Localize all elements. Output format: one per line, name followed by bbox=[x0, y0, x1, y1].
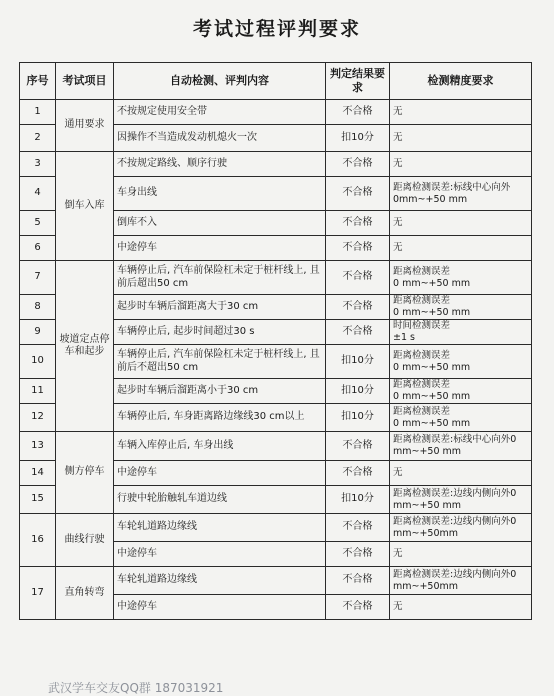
row-number: 4 bbox=[20, 177, 56, 211]
accuracy-cell: 时间检测误差 ±1 s bbox=[390, 320, 532, 345]
accuracy-cell: 无 bbox=[390, 595, 532, 620]
accuracy-cell: 无 bbox=[390, 125, 532, 152]
result-cell: 扣10分 bbox=[326, 486, 390, 514]
criterion-cell: 倒库不入 bbox=[114, 211, 326, 236]
table-row bbox=[20, 152, 532, 177]
table-row bbox=[20, 261, 532, 295]
row-number: 3 bbox=[20, 152, 56, 177]
accuracy-cell: 无 bbox=[390, 211, 532, 236]
criterion-cell: 车辆停止后, 汽车前保险杠未定于桩杆线上, 且前后不超出50 cm bbox=[114, 345, 326, 379]
criterion-cell: 中途停车 bbox=[114, 595, 326, 620]
result-cell: 扣10分 bbox=[326, 345, 390, 379]
accuracy-cell: 无 bbox=[390, 542, 532, 567]
row-number: 6 bbox=[20, 236, 56, 261]
result-cell: 不合格 bbox=[326, 295, 390, 320]
row-number: 17 bbox=[20, 567, 56, 620]
accuracy-cell: 距离检测误差:标线中心向外0mm~+50 mm bbox=[390, 177, 532, 211]
result-cell: 不合格 bbox=[326, 100, 390, 125]
watermark-text: 武汉学车交友QQ群 187031921 bbox=[48, 681, 224, 695]
criterion-cell: 起步时车辆后溜距离大于30 cm bbox=[114, 295, 326, 320]
accuracy-cell: 无 bbox=[390, 152, 532, 177]
result-cell: 不合格 bbox=[326, 177, 390, 211]
accuracy-cell: 距离检测误差:边线内侧向外0 mm~+50mm bbox=[390, 567, 532, 595]
table-row bbox=[20, 567, 532, 595]
accuracy-cell: 距离检测误差 0 mm~+50 mm bbox=[390, 345, 532, 379]
table-row bbox=[20, 100, 532, 125]
result-cell: 不合格 bbox=[326, 320, 390, 345]
result-cell: 不合格 bbox=[326, 461, 390, 486]
accuracy-cell: 距离检测误差 0 mm~+50 mm bbox=[390, 404, 532, 432]
row-number: 13 bbox=[20, 432, 56, 461]
exam-criteria-table bbox=[19, 62, 532, 620]
header-item: 考试项目 bbox=[56, 63, 114, 100]
exam-item-group: 侧方停车 bbox=[56, 432, 114, 514]
criterion-cell: 中途停车 bbox=[114, 461, 326, 486]
criterion-cell: 车辆停止后, 汽车前保险杠未定于桩杆线上, 且前后超出50 cm bbox=[114, 261, 326, 295]
criterion-cell: 车轮轧道路边缘线 bbox=[114, 567, 326, 595]
result-cell: 不合格 bbox=[326, 236, 390, 261]
criterion-cell: 起步时车辆后溜距离小于30 cm bbox=[114, 379, 326, 404]
row-number: 14 bbox=[20, 461, 56, 486]
result-cell: 不合格 bbox=[326, 432, 390, 461]
header-criteria: 自动检测、评判内容 bbox=[114, 63, 326, 100]
row-number: 7 bbox=[20, 261, 56, 295]
row-number: 2 bbox=[20, 125, 56, 152]
accuracy-cell: 无 bbox=[390, 461, 532, 486]
table-row bbox=[20, 432, 532, 461]
criterion-cell: 不按规定路线、顺序行驶 bbox=[114, 152, 326, 177]
criterion-cell: 中途停车 bbox=[114, 542, 326, 567]
row-number: 8 bbox=[20, 295, 56, 320]
row-number: 10 bbox=[20, 345, 56, 379]
accuracy-cell: 距离检测误差 0 mm~+50 mm bbox=[390, 295, 532, 320]
header-seq: 序号 bbox=[20, 63, 56, 100]
result-cell: 不合格 bbox=[326, 542, 390, 567]
row-number: 15 bbox=[20, 486, 56, 514]
header-accuracy: 检测精度要求 bbox=[390, 63, 532, 100]
row-number: 11 bbox=[20, 379, 56, 404]
page-title: 考试过程评判要求 bbox=[192, 18, 361, 40]
criterion-cell: 车身出线 bbox=[114, 177, 326, 211]
accuracy-cell: 距离检测误差 0 mm~+50 mm bbox=[390, 379, 532, 404]
row-number: 12 bbox=[20, 404, 56, 432]
result-cell: 扣10分 bbox=[326, 125, 390, 152]
result-cell: 不合格 bbox=[326, 567, 390, 595]
table-row bbox=[20, 514, 532, 542]
result-cell: 不合格 bbox=[326, 152, 390, 177]
criterion-cell: 不按规定使用安全带 bbox=[114, 100, 326, 125]
row-number: 16 bbox=[20, 514, 56, 567]
exam-item-group: 通用要求 bbox=[56, 100, 114, 152]
accuracy-cell: 距离检测误差:标线中心向外0 mm~+50 mm bbox=[390, 432, 532, 461]
accuracy-cell: 无 bbox=[390, 236, 532, 261]
accuracy-cell: 距离检测误差:边线内侧向外0 mm~+50mm bbox=[390, 514, 532, 542]
criterion-cell: 因操作不当造成发动机熄火一次 bbox=[114, 125, 326, 152]
header-result: 判定结果要求 bbox=[326, 63, 390, 100]
criterion-cell: 中途停车 bbox=[114, 236, 326, 261]
accuracy-cell: 距离检测误差:边线内侧向外0 mm~+50 mm bbox=[390, 486, 532, 514]
row-number: 1 bbox=[20, 100, 56, 125]
header-row bbox=[20, 63, 532, 100]
result-cell: 不合格 bbox=[326, 514, 390, 542]
criterion-cell: 车辆停止后, 起步时间超过30 s bbox=[114, 320, 326, 345]
result-cell: 不合格 bbox=[326, 211, 390, 236]
criterion-cell: 车轮轧道路边缘线 bbox=[114, 514, 326, 542]
exam-item-group: 坡道定点停车和起步 bbox=[56, 261, 114, 432]
row-number: 5 bbox=[20, 211, 56, 236]
result-cell: 扣10分 bbox=[326, 404, 390, 432]
result-cell: 不合格 bbox=[326, 595, 390, 620]
result-cell: 扣10分 bbox=[326, 379, 390, 404]
accuracy-cell: 无 bbox=[390, 100, 532, 125]
exam-item-group: 曲线行驶 bbox=[56, 514, 114, 567]
accuracy-cell: 距离检测误差 0 mm~+50 mm bbox=[390, 261, 532, 295]
criterion-cell: 车辆入库停止后, 车身出线 bbox=[114, 432, 326, 461]
exam-item-group: 直角转弯 bbox=[56, 567, 114, 620]
row-number: 9 bbox=[20, 320, 56, 345]
criterion-cell: 车辆停止后, 车身距离路边缘线30 cm以上 bbox=[114, 404, 326, 432]
result-cell: 不合格 bbox=[326, 261, 390, 295]
exam-item-group: 倒车入库 bbox=[56, 152, 114, 261]
criterion-cell: 行驶中轮胎触轧车道边线 bbox=[114, 486, 326, 514]
